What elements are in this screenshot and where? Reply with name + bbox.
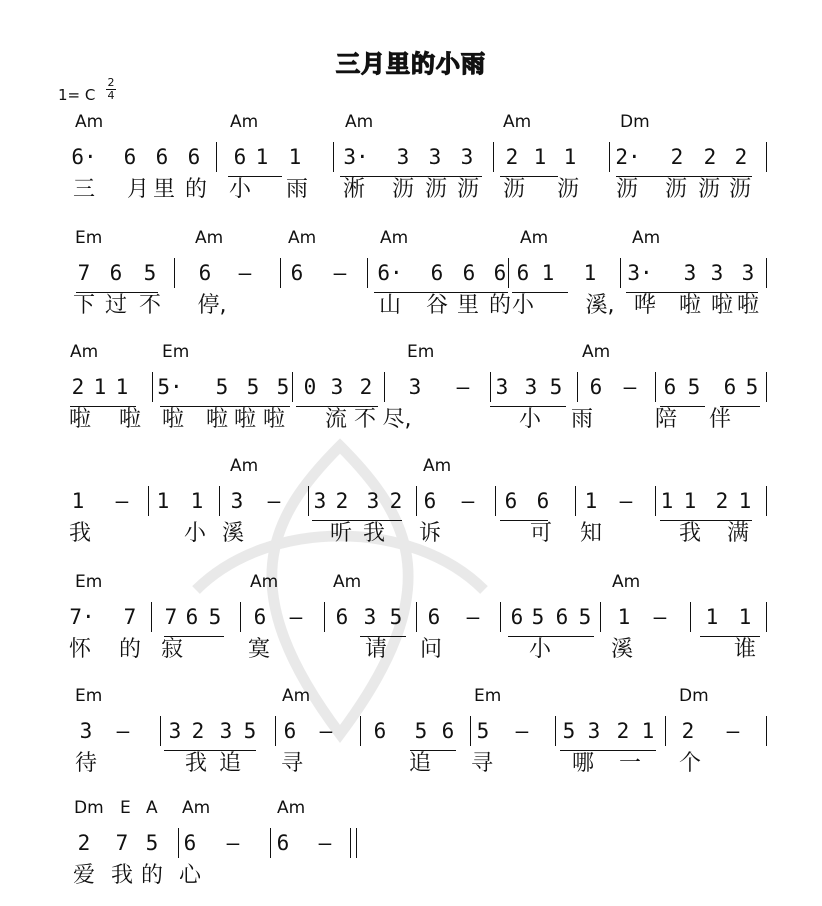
note: — xyxy=(267,489,281,513)
lyric-char: 的 xyxy=(140,863,164,888)
lyric-char: 过 xyxy=(104,293,128,318)
lyric-char: 沥 xyxy=(556,177,580,202)
chord-symbol: Am xyxy=(250,572,279,592)
bar-line xyxy=(577,372,578,402)
bar-line xyxy=(493,142,494,172)
bar-line xyxy=(490,372,491,402)
note: 2 xyxy=(191,719,205,743)
note: — xyxy=(456,375,470,399)
lyric-char: 不 xyxy=(138,293,162,318)
chord-symbol: Am xyxy=(195,228,224,248)
bar-line xyxy=(495,486,496,516)
bar-line xyxy=(160,716,161,746)
note: 2 xyxy=(335,489,349,513)
lyric-char: 寻 xyxy=(470,751,494,776)
note: — xyxy=(116,719,130,743)
lyric-char: 啦 xyxy=(205,407,229,432)
note: 3 xyxy=(495,375,509,399)
lyric-char: 啦 xyxy=(68,407,92,432)
note: — xyxy=(466,605,480,629)
lyric-char: 诉 xyxy=(418,521,442,546)
beam-underline xyxy=(164,750,256,751)
note: 3 xyxy=(710,261,724,285)
lyric-char: 不 xyxy=(353,407,377,432)
note: 6 xyxy=(427,605,441,629)
bar-line xyxy=(219,486,220,516)
chord-symbol: Dm xyxy=(679,686,709,706)
note: 1 xyxy=(563,145,577,169)
note: 1 xyxy=(641,719,655,743)
note: — xyxy=(653,605,667,629)
note: — xyxy=(318,831,332,855)
note: 1 xyxy=(190,489,204,513)
note: 7 xyxy=(164,605,178,629)
note: 1 xyxy=(583,261,597,285)
note: 5· xyxy=(157,375,183,399)
chord-symbol: Am xyxy=(282,686,311,706)
note: 1 xyxy=(288,145,302,169)
chord-symbol: Am xyxy=(75,112,104,132)
lyric-char: 问 xyxy=(419,637,443,662)
note: 6 xyxy=(373,719,387,743)
lyric-char: 满 xyxy=(726,521,750,546)
chord-symbol: Am xyxy=(277,798,306,818)
bar-line xyxy=(655,372,656,402)
bar-line xyxy=(766,602,767,632)
lyric-char: 三 xyxy=(72,177,96,202)
note: 1 xyxy=(71,489,85,513)
lyric-char: 我 xyxy=(362,521,386,546)
lyric-char: 沥 xyxy=(424,177,448,202)
lyric-char: 沥 xyxy=(456,177,480,202)
lyric-char: 寞 xyxy=(247,637,271,662)
chord-symbol: Am xyxy=(70,342,99,362)
chord-symbol: Em xyxy=(162,342,190,362)
note: 3 xyxy=(524,375,538,399)
bar-line xyxy=(655,486,656,516)
lyric-char: 小 xyxy=(518,407,542,432)
note: 6 xyxy=(555,605,569,629)
note: 3 xyxy=(741,261,755,285)
note: 6 xyxy=(276,831,290,855)
lyric-char: 沥 xyxy=(391,177,415,202)
bar-line xyxy=(356,828,357,858)
note: 6 xyxy=(198,261,212,285)
lyric-char: 小 xyxy=(183,521,207,546)
chord-symbol: Dm xyxy=(620,112,650,132)
note: 1 xyxy=(584,489,598,513)
note: — xyxy=(333,261,347,285)
note: 5 xyxy=(578,605,592,629)
bar-line xyxy=(609,142,610,172)
note: 3· xyxy=(343,145,369,169)
lyric-char: 我 xyxy=(110,863,134,888)
bar-line xyxy=(152,372,153,402)
note: 6 xyxy=(493,261,507,285)
lyric-char: 追 xyxy=(408,751,432,776)
note: 1 xyxy=(541,261,555,285)
lyric-char: 沥 xyxy=(664,177,688,202)
note: 5 xyxy=(745,375,759,399)
chord-symbol: Am xyxy=(380,228,409,248)
note: 7 xyxy=(115,831,129,855)
note: — xyxy=(515,719,529,743)
lyric-char: 山 xyxy=(378,293,402,318)
bar-line xyxy=(416,602,417,632)
lyric-char: 的 xyxy=(488,293,512,318)
note: 5 xyxy=(414,719,428,743)
note: 5 xyxy=(243,719,257,743)
note: 2 xyxy=(734,145,748,169)
time-signature xyxy=(106,78,116,101)
lyric-char: 雨 xyxy=(570,407,594,432)
bar-line xyxy=(360,716,361,746)
note: 1 xyxy=(617,605,631,629)
lyric-char: 我 xyxy=(678,521,702,546)
time-signature-top: 2 xyxy=(107,76,115,89)
chord-symbol: Am xyxy=(333,572,362,592)
note: 7· xyxy=(69,605,95,629)
lyric-char: 下 xyxy=(72,293,96,318)
note: 1 xyxy=(683,489,697,513)
note: 2 xyxy=(703,145,717,169)
note: 3 xyxy=(313,489,327,513)
bar-line xyxy=(216,142,217,172)
chord-symbol: Am xyxy=(345,112,374,132)
note: 5 xyxy=(145,831,159,855)
note: 6 xyxy=(510,605,524,629)
bar-line xyxy=(148,486,149,516)
lyric-char: 啦 xyxy=(161,407,185,432)
chord-symbol: Am xyxy=(230,112,259,132)
lyric-char: 哪 xyxy=(571,751,595,776)
note: 1 xyxy=(93,375,107,399)
lyric-char: 一 xyxy=(618,751,642,776)
note: 3 xyxy=(428,145,442,169)
lyric-char: 溪 xyxy=(221,521,245,546)
bar-line xyxy=(292,372,293,402)
chord-symbol: Em xyxy=(474,686,502,706)
bar-line xyxy=(555,716,556,746)
bar-line xyxy=(508,258,509,288)
note: 6 xyxy=(504,489,518,513)
chord-symbol: Em xyxy=(75,572,103,592)
note: 3 xyxy=(587,719,601,743)
lyric-char: 溪, xyxy=(585,293,615,318)
time-signature-bottom: 4 xyxy=(107,89,115,102)
lyric-char: 啦 xyxy=(233,407,257,432)
note: 1 xyxy=(660,489,674,513)
note: 6 xyxy=(185,605,199,629)
note: 1 xyxy=(156,489,170,513)
lyric-char: 请 xyxy=(364,637,388,662)
note: 3 xyxy=(219,719,233,743)
note: 2 xyxy=(715,489,729,513)
bar-line xyxy=(766,142,767,172)
lyric-char: 啦 xyxy=(710,293,734,318)
lyric-char: 我 xyxy=(68,521,92,546)
note: 5 xyxy=(389,605,403,629)
lyric-char: 知 xyxy=(579,521,603,546)
lyric-char: 伴 xyxy=(708,407,732,432)
note: 1 xyxy=(705,605,719,629)
lyric-char: 可 xyxy=(529,521,553,546)
note: 2 xyxy=(389,489,403,513)
chord-symbol: Dm xyxy=(74,798,104,818)
note: 6 xyxy=(233,145,247,169)
note: 6 xyxy=(462,261,476,285)
bar-line xyxy=(766,372,767,402)
bar-line xyxy=(620,258,621,288)
bar-line xyxy=(384,372,385,402)
bar-line xyxy=(280,258,281,288)
note: — xyxy=(238,261,252,285)
note: 6 xyxy=(430,261,444,285)
bar-line xyxy=(575,486,576,516)
note: 5 xyxy=(687,375,701,399)
lyric-char: 谁 xyxy=(733,637,757,662)
note: — xyxy=(623,375,637,399)
note: 0 xyxy=(303,375,317,399)
lyric-char: 雨 xyxy=(285,177,309,202)
note: 2 xyxy=(670,145,684,169)
note: 1 xyxy=(738,489,752,513)
note: — xyxy=(319,719,333,743)
chord-symbol: Am xyxy=(612,572,641,592)
note: 3 xyxy=(366,489,380,513)
lyric-char: 啦 xyxy=(678,293,702,318)
bar-line xyxy=(151,602,152,632)
note: 3 xyxy=(168,719,182,743)
chord-symbol: Am xyxy=(520,228,549,248)
chord-symbol: Em xyxy=(75,686,103,706)
note: 1 xyxy=(115,375,129,399)
note: 6 xyxy=(253,605,267,629)
note: 6 xyxy=(663,375,677,399)
note: 5 xyxy=(476,719,490,743)
note: 2· xyxy=(615,145,641,169)
note: 6 xyxy=(283,719,297,743)
lyric-char: 啦 xyxy=(118,407,142,432)
chord-symbol: Am xyxy=(503,112,532,132)
lyric-char: 尽, xyxy=(382,407,412,432)
chord-symbol: A xyxy=(146,798,158,818)
bar-line xyxy=(324,602,325,632)
note: 6 xyxy=(335,605,349,629)
lyric-char: 个 xyxy=(678,751,702,776)
note: 2 xyxy=(616,719,630,743)
note: 1 xyxy=(533,145,547,169)
note: 3 xyxy=(363,605,377,629)
bar-line xyxy=(174,258,175,288)
lyric-char: 小 xyxy=(511,293,535,318)
chord-symbol: Em xyxy=(75,228,103,248)
note: 3 xyxy=(79,719,93,743)
song-title: 三月里的小雨 xyxy=(336,50,486,78)
lyric-char: 怀 xyxy=(68,637,92,662)
lyric-char: 沥 xyxy=(502,177,526,202)
note: 6 xyxy=(723,375,737,399)
lyric-char: 淅 xyxy=(342,177,366,202)
chord-symbol: Am xyxy=(288,228,317,248)
note: 6 xyxy=(155,145,169,169)
note: 7 xyxy=(77,261,91,285)
chord-symbol: Am xyxy=(423,456,452,476)
lyric-char: 沥 xyxy=(728,177,752,202)
lyric-char: 啦 xyxy=(736,293,760,318)
note: 2 xyxy=(505,145,519,169)
lyric-char: 爱 xyxy=(72,863,96,888)
bar-line xyxy=(270,828,271,858)
note: 5 xyxy=(276,375,290,399)
lyric-char: 哗 xyxy=(633,293,657,318)
bar-line xyxy=(333,142,334,172)
note: 6 xyxy=(441,719,455,743)
bar-line xyxy=(766,258,767,288)
chord-symbol: Em xyxy=(407,342,435,362)
bar-line xyxy=(665,716,666,746)
note: 1 xyxy=(738,605,752,629)
lyric-char: 心 xyxy=(178,863,202,888)
bar-line xyxy=(416,486,417,516)
note: 3· xyxy=(627,261,653,285)
note: 5 xyxy=(549,375,563,399)
bar-line xyxy=(500,602,501,632)
note: — xyxy=(226,831,240,855)
lyric-char: 的 xyxy=(118,637,142,662)
lyric-char: 谷 xyxy=(425,293,449,318)
lyric-char: 啦 xyxy=(262,407,286,432)
note: 5 xyxy=(531,605,545,629)
chord-symbol: Am xyxy=(632,228,661,248)
note: 5 xyxy=(143,261,157,285)
note: 6 xyxy=(123,145,137,169)
note: 6 xyxy=(183,831,197,855)
key-signature: 1= C xyxy=(58,86,96,104)
note: 3 xyxy=(683,261,697,285)
chord-symbol: E xyxy=(120,798,131,818)
note: 6· xyxy=(377,261,403,285)
note: 2 xyxy=(71,375,85,399)
note: 6· xyxy=(71,145,97,169)
lyric-char: 溪 xyxy=(610,637,634,662)
note: — xyxy=(115,489,129,513)
note: 5 xyxy=(215,375,229,399)
bar-line xyxy=(178,828,179,858)
note: 6 xyxy=(109,261,123,285)
note: — xyxy=(289,605,303,629)
note: 5 xyxy=(246,375,260,399)
note: 6 xyxy=(423,489,437,513)
note: — xyxy=(461,489,475,513)
bar-line xyxy=(690,602,691,632)
note: — xyxy=(726,719,740,743)
bar-line xyxy=(470,716,471,746)
chord-symbol: Am xyxy=(582,342,611,362)
lyric-char: 流 xyxy=(324,407,348,432)
note: 6 xyxy=(290,261,304,285)
note: 1 xyxy=(255,145,269,169)
lyric-char: 沥 xyxy=(697,177,721,202)
chord-symbol: Am xyxy=(230,456,259,476)
lyric-char: 小 xyxy=(228,177,252,202)
lyric-char: 小 xyxy=(528,637,552,662)
note: 6 xyxy=(589,375,603,399)
lyric-char: 沥 xyxy=(615,177,639,202)
note: 2 xyxy=(77,831,91,855)
lyric-char: 我 xyxy=(184,751,208,776)
bar-line xyxy=(600,602,601,632)
note: 5 xyxy=(562,719,576,743)
note: — xyxy=(619,489,633,513)
note: 6 xyxy=(516,261,530,285)
lyric-char: 待 xyxy=(74,751,98,776)
lyric-char: 寻 xyxy=(280,751,304,776)
note: 3 xyxy=(460,145,474,169)
lyric-char: 听 xyxy=(329,521,353,546)
lyric-char: 陪 xyxy=(654,407,678,432)
bar-line xyxy=(308,486,309,516)
bar-line xyxy=(766,716,767,746)
lyric-char: 里 xyxy=(456,293,480,318)
lyric-char: 月 xyxy=(126,177,150,202)
note: 3 xyxy=(230,489,244,513)
bar-line xyxy=(275,716,276,746)
note: 3 xyxy=(396,145,410,169)
note: 2 xyxy=(359,375,373,399)
beam-underline xyxy=(312,520,402,521)
bar-line xyxy=(240,602,241,632)
note: 2 xyxy=(681,719,695,743)
lyric-char: 追 xyxy=(218,751,242,776)
bar-line xyxy=(367,258,368,288)
note: 3 xyxy=(408,375,422,399)
lyric-char: 里 xyxy=(152,177,176,202)
note: 3 xyxy=(330,375,344,399)
lyric-char: 的 xyxy=(184,177,208,202)
lyric-char: 寂 xyxy=(160,637,184,662)
note: 7 xyxy=(123,605,137,629)
bar-line xyxy=(350,828,351,858)
lyric-char: 停, xyxy=(197,293,227,318)
chord-symbol: Am xyxy=(182,798,211,818)
note: 6 xyxy=(536,489,550,513)
bar-line xyxy=(766,486,767,516)
note: 5 xyxy=(208,605,222,629)
note: 6 xyxy=(187,145,201,169)
